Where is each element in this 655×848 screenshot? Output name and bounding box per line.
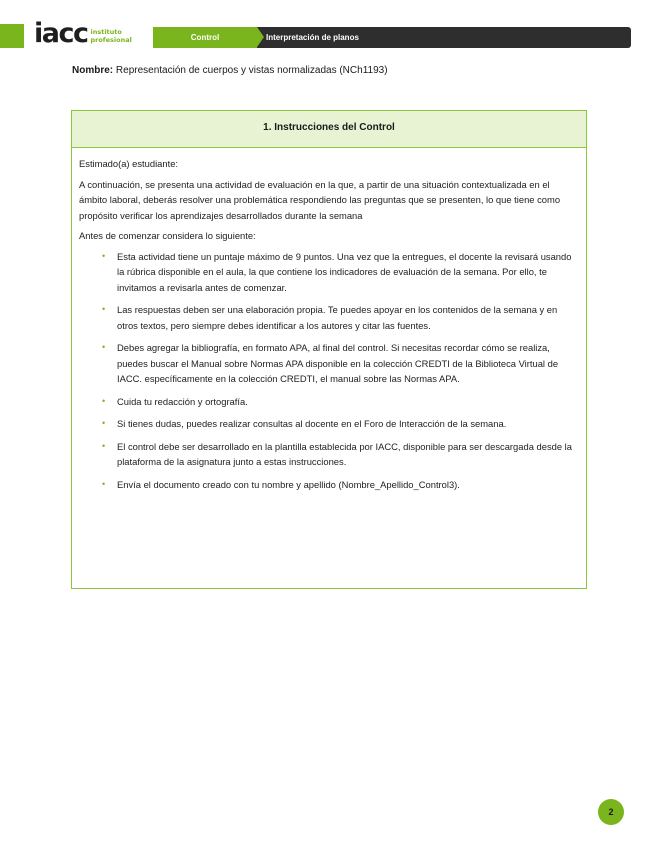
header-title: Interpretación de planos (266, 33, 359, 42)
list-item (79, 416, 580, 432)
name-value: Representación de cuerpos y vistas normalizadas (NCh1193) (115, 65, 388, 76)
instructions-box (71, 110, 587, 589)
list-item-text: Debes agregar la bibliografía, en formato APA, al final del control. Si necesitas recordar cómo se realiza, puedes buscar el Manual sobre Normas APA disponible en la colección CREDTI de la Biblioteca Virtual de IACC. específicamente en la colección CREDTI, el manual sobre las Normas APA. (117, 342, 559, 384)
student-name-line (72, 65, 388, 76)
list-item-text: Envía el documento creado con tu nombre y apellido (Nombre_Apellido_Control3). (117, 478, 460, 490)
page-number-badge: 2 (598, 799, 624, 825)
list-item-text: Si tienes dudas, puedes realizar consultas al docente en el Foro de Interacción de la semana. (117, 418, 507, 429)
bullet-icon: • (102, 342, 106, 352)
instructions-body (72, 148, 586, 492)
list-item (79, 477, 580, 493)
instructions-list (79, 249, 580, 493)
before-text: Antes de comenzar considera lo siguiente: (79, 230, 256, 241)
bullet-icon: • (102, 440, 106, 451)
section-title: 1. Instrucciones del Control (72, 111, 586, 148)
tab-arrow-icon (257, 27, 264, 47)
bullet-icon: • (102, 395, 106, 406)
control-tab-label: Control (190, 33, 220, 42)
list-item-text: Cuida tu redacción y ortografía. (117, 395, 248, 407)
list-item-text: El control debe ser desarrollado en la plantilla establecida por IACC, disponible para ser descargada desde la plataforma de la asignatura junto a estas instrucciones. (117, 440, 572, 467)
bullet-icon: • (102, 418, 106, 428)
logo-subtitle-line-1: instituto (90, 28, 122, 36)
bullet-icon: • (102, 250, 106, 261)
list-item-text: Esta actividad tiene un puntaje máximo de 9 puntos. Una vez que la entregues, el docente la revisará usando la rúbrica disponible en el aula, la que contiene los indicadores de evaluación de la semana. Por ello, te invitamos a revisarla antes de comenzar. (117, 250, 572, 293)
list-item (79, 302, 580, 333)
header-green-block (0, 24, 24, 48)
bullet-icon: • (102, 304, 106, 314)
iacc-logo (34, 20, 132, 48)
list-item (79, 249, 580, 296)
logo-subtitle (90, 29, 131, 44)
list-item (79, 340, 580, 387)
greeting: Estimado(a) estudiante: (79, 158, 179, 169)
list-item-text: Las respuestas deben ser una elaboración propia. Te puedes apoyar en los contenidos de la semana y en otros textos, pero siempre debes identificar a los autores y citar las fuentes. (117, 304, 558, 331)
bullet-icon: • (102, 478, 106, 489)
list-item (79, 439, 580, 470)
list-item (79, 394, 580, 410)
logo-wordmark: iacc (34, 18, 88, 49)
logo-subtitle-line-2: profesional (90, 35, 132, 44)
name-label: Nombre: (72, 65, 114, 76)
intro-paragraph: A continuación, se presenta una actividad de evaluación en la que, a partir de una situación contextualizada en el ámbito laboral, deberás resolver una problemática respondiendo las preguntas que se presenten, lo que tiene como propósito verificar los aprendizajes desarrollados durante la semana (79, 178, 561, 221)
